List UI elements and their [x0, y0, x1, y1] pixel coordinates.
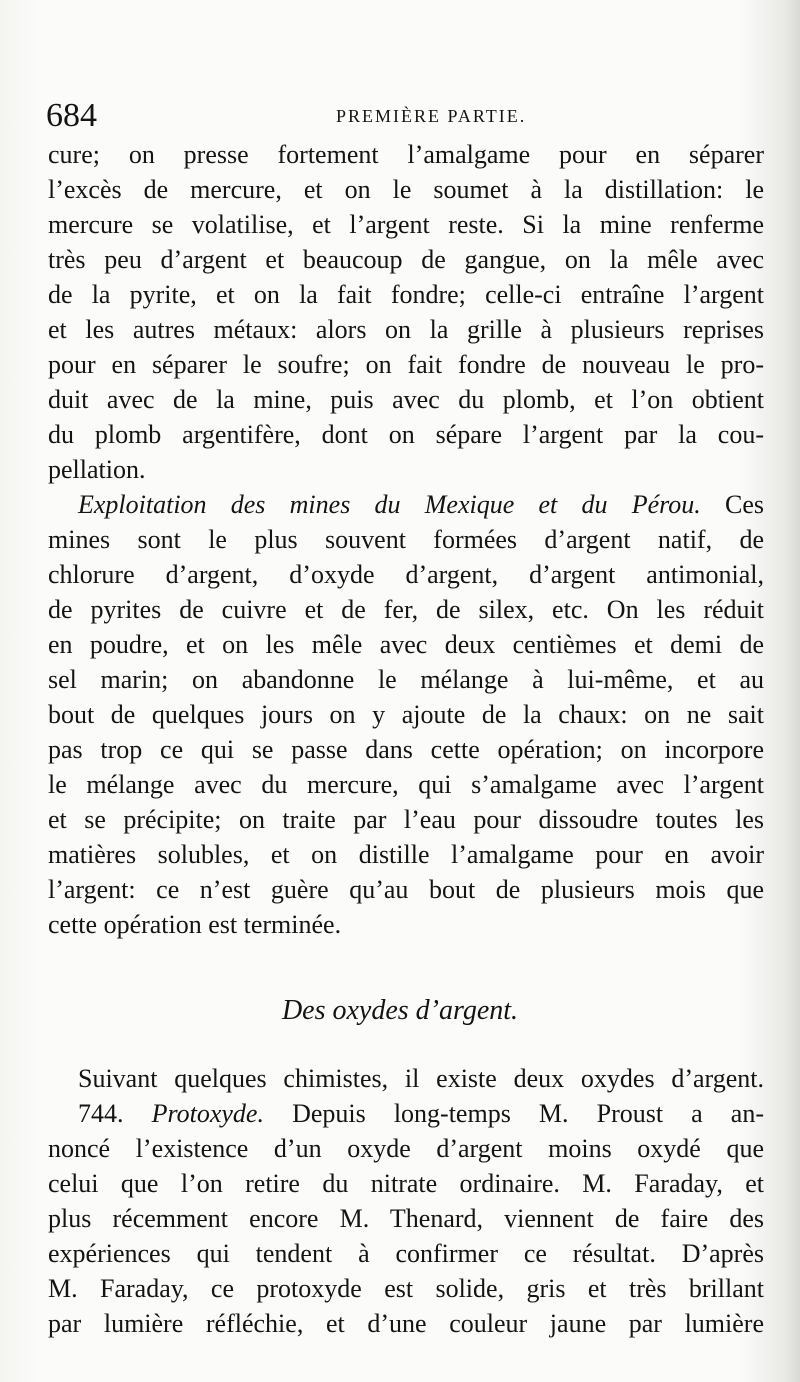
text-line: pellation. [48, 455, 146, 484]
text-line: M. Faraday, ce protoxyde est solide, gris et très brillant [48, 1274, 764, 1303]
text-line: mines sont le plus souvent formées d’argent natif, de [48, 525, 764, 554]
text-line: de la pyrite, et on la fait fondre; celle-ci entraîne l’argent [48, 280, 764, 309]
text-line: et les autres métaux: alors on la grille à plusieurs reprises [48, 315, 764, 344]
page-number: 684 [46, 97, 97, 134]
text-line: l’argent: ce n’est guère qu’au bout de plusieurs mois que [48, 875, 764, 904]
text-line: du plomb argentifère, dont on sépare l’argent par la cou- [48, 420, 764, 449]
section-title: Des oxydes d’argent. [281, 995, 519, 1026]
text-line: expériences qui tendent à confirmer ce résultat. D’après [48, 1239, 764, 1268]
page-header [46, 96, 746, 136]
text-line: par lumière réfléchie, et d’une couleur jaune par lumière [48, 1309, 764, 1338]
text-line: noncé l’existence d’un oxyde d’argent moins oxydé que [48, 1134, 764, 1163]
paragraph-heading-line [48, 1096, 764, 1131]
text-line: et se précipite; on traite par l’eau pour dissoudre toutes les [48, 805, 764, 834]
text-line: matières solubles, et on distille l’amalgame pour en avoir [48, 840, 764, 869]
text-line: en poudre, et on les mêle avec deux centièmes et demi de [48, 630, 764, 659]
text-line: de pyrites de cuivre et de fer, de silex, etc. On les réduit [48, 595, 764, 624]
paragraph-heading: Protoxyde. [151, 1099, 264, 1128]
text-line: bout de quelques jours on y ajoute de la chaux: on ne sait [48, 700, 764, 729]
text-block-1 [48, 137, 764, 942]
text-line: Suivant quelques chimistes, il existe deux oxydes d’argent. [78, 1064, 764, 1093]
text-line: sel marin; on abandonne le mélange à lui-même, et au [48, 665, 764, 694]
text-fragment: Depuis long-temps M. Proust a an- [292, 1099, 764, 1128]
text-block-2 [48, 1061, 764, 1341]
text-line: cette opération est terminée. [48, 910, 342, 939]
text-fragment: Ces [725, 490, 765, 519]
text-line: plus récemment encore M. Thenard, viennent de faire des [48, 1204, 764, 1233]
running-head: PREMIÈRE PARTIE. [336, 106, 527, 126]
text-line: très peu d’argent et beaucoup de gangue, on la mêle avec [48, 245, 764, 274]
text-line: mercure se volatilise, et l’argent reste. Si la mine renferme [48, 210, 764, 239]
paragraph-heading-line [48, 487, 764, 522]
text-line: celui que l’on retire du nitrate ordinaire. M. Faraday, et [48, 1169, 764, 1198]
paragraph-heading: Exploitation des mines du Mexique et du Pérou. [78, 490, 701, 519]
text-line: l’excès de mercure, et on le soumet à la distillation: le [48, 175, 764, 204]
text-line: pour en séparer le soufre; on fait fondre de nouveau le pro- [48, 350, 764, 379]
text-line: duit avec de la mine, puis avec du plomb, et l’on obtient [48, 385, 764, 414]
text-line: le mélange avec du mercure, qui s’amalgame avec l’argent [48, 770, 764, 799]
text-line: cure; on presse fortement l’amalgame pour en séparer [48, 140, 764, 169]
text-line: pas trop ce qui se passe dans cette opération; on incorpore [48, 735, 764, 764]
paragraph-number: 744. [78, 1099, 124, 1128]
text-line: chlorure d’argent, d’oxyde d’argent, d’argent antimonial, [48, 560, 764, 589]
